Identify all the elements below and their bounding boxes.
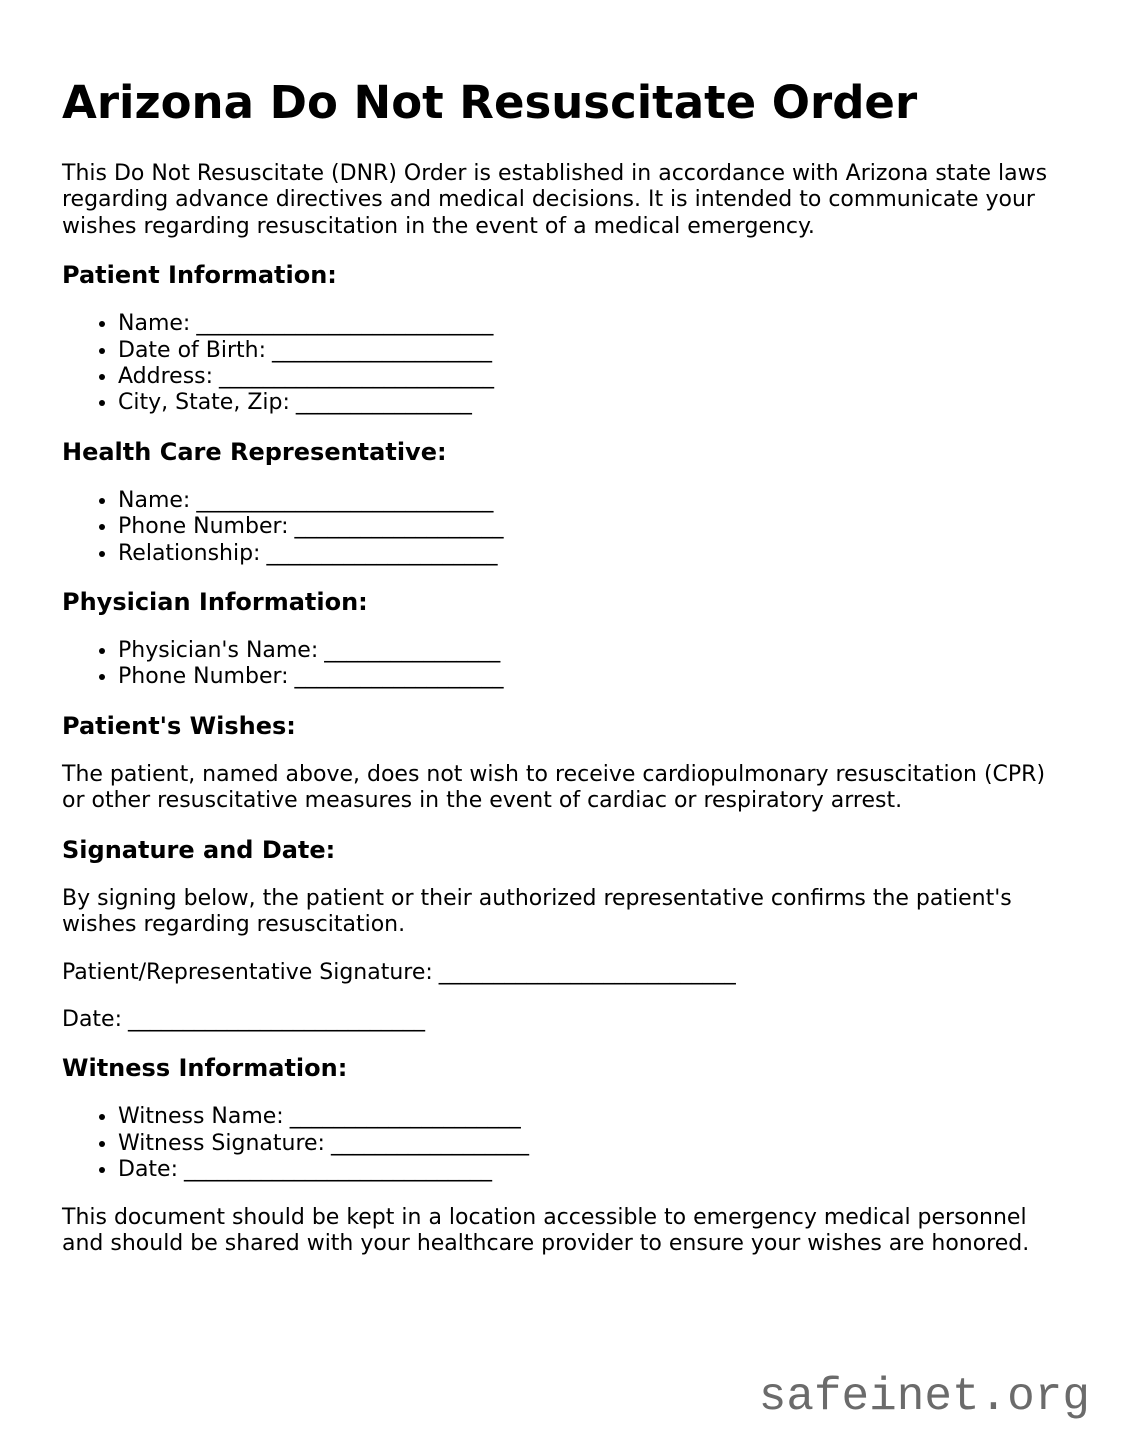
field-label: Physician's Name:	[118, 638, 319, 664]
field-patient-name	[118, 311, 1062, 337]
field-label: City, State, Zip:	[118, 390, 290, 416]
field-blank-line: ________________	[295, 390, 472, 416]
field-blank-line: ___________________________	[128, 1006, 425, 1032]
field-witness-date	[118, 1157, 1062, 1183]
field-blank-line: ___________________________	[196, 487, 494, 513]
field-blank-line: __________________	[330, 1130, 529, 1156]
section-heading-signature-and-date: Signature and Date:	[62, 835, 336, 864]
field-label: Relationship:	[118, 540, 261, 566]
field-label: Witness Signature:	[118, 1130, 325, 1156]
field-blank-line: ___________________________	[438, 959, 736, 985]
health-care-rep-list	[62, 488, 1062, 567]
watermark: safeinet.org	[758, 1371, 1090, 1423]
date-line	[62, 1007, 1062, 1033]
field-blank-line: ____________________	[272, 337, 493, 363]
physician-info-list	[62, 638, 1062, 691]
field-label: Name:	[118, 487, 191, 513]
field-blank-line: _____________________	[266, 540, 498, 566]
field-label: Date:	[62, 1006, 122, 1032]
field-blank-line: _________________________	[219, 364, 495, 390]
field-label: Phone Number:	[118, 664, 289, 690]
field-patient-dob	[118, 338, 1062, 364]
field-label: Phone Number:	[118, 514, 289, 540]
field-label: Name:	[118, 311, 191, 337]
section-heading-patients-wishes: Patient's Wishes:	[62, 711, 296, 740]
section-heading-witness-information: Witness Information:	[62, 1054, 348, 1083]
signature-line	[62, 960, 1062, 986]
field-patient-city-state-zip	[118, 390, 1062, 416]
field-label: Date of Birth:	[118, 337, 267, 363]
field-witness-signature	[118, 1131, 1062, 1157]
field-label: Witness Name:	[118, 1104, 284, 1130]
field-patient-address	[118, 364, 1062, 390]
field-hcr-relationship	[118, 541, 1062, 567]
field-blank-line: _____________________	[289, 1104, 521, 1130]
field-hcr-name	[118, 488, 1062, 514]
field-physician-phone	[118, 664, 1062, 690]
field-label: Address:	[118, 364, 214, 390]
section-heading-physician-information: Physician Information:	[62, 588, 368, 617]
field-blank-line: ___________________	[294, 514, 504, 540]
intro-paragraph: This Do Not Resuscitate (DNR) Order is established in accordance with Arizona state laws regarding advance directives and medical decisions. It is intended to communicate your wishes regarding resuscitation in the event of a medical emergency.	[62, 161, 1048, 239]
field-blank-line: ________________	[324, 638, 501, 664]
witness-info-list	[62, 1104, 1062, 1183]
section-heading-health-care-representative: Health Care Representative:	[62, 437, 447, 466]
field-physician-name	[118, 638, 1062, 664]
field-blank-line: ___________________	[294, 664, 504, 690]
field-label: Date:	[118, 1157, 178, 1183]
field-blank-line: ____________________________	[184, 1157, 492, 1183]
field-hcr-phone	[118, 514, 1062, 540]
patients-wishes-paragraph: The patient, named above, does not wish to receive cardiopulmonary resuscitation (CPR) or other resuscitative measures in the event of cardiac or respiratory arrest.	[62, 761, 1046, 814]
footer-note: This document should be kept in a location accessible to emergency medical personnel and should be shared with your healthcare provider to ensure your wishes are honored.	[62, 1204, 1030, 1256]
section-heading-patient-information: Patient Information:	[62, 261, 337, 290]
field-witness-name	[118, 1104, 1062, 1130]
signature-statement-paragraph: By signing below, the patient or their authorized representative confirms the patient's wishes regarding resuscitation.	[62, 885, 1012, 938]
document-title: Arizona Do Not Resuscitate Order	[62, 76, 918, 129]
patient-info-list	[62, 311, 1062, 417]
field-blank-line: ___________________________	[196, 311, 494, 337]
field-label: Patient/Representative Signature:	[62, 959, 433, 985]
